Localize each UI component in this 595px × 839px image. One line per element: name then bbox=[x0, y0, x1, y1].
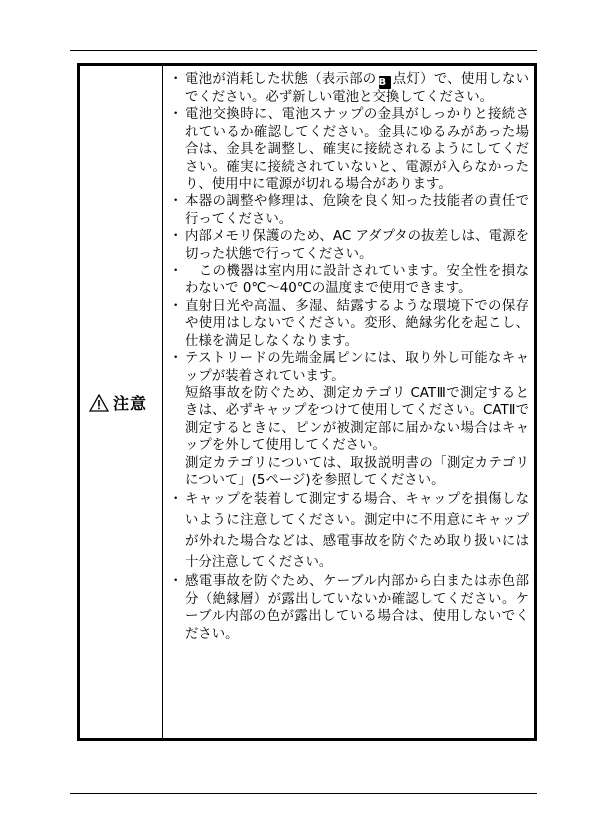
column-divider bbox=[162, 66, 163, 738]
item-text: ・ 直射日光や高温、多湿、結露するような環境下での保存や使用はしないでください。変形、絶縁劣化を起こし、仕様を満足しなくなります。 bbox=[185, 298, 529, 349]
warning-triangle-icon bbox=[89, 394, 109, 412]
caution-item-cable-exposure bbox=[171, 573, 529, 643]
item-text-post: 点灯）で、使用しないでください。必ず新しい電池と交換してください。 bbox=[185, 72, 530, 105]
item-text-pre: 電池が消耗した状態（表示部の bbox=[185, 72, 377, 87]
item-text: ・ 感電事故を防ぐため、ケーブル内部から白または赤色部分（絶縁層）が露出していないか確認してください。ケーブル内部の色が露出している場合は、使用しないでください。 bbox=[185, 574, 529, 642]
caution-item-indoor-use bbox=[171, 263, 529, 298]
caution-item-repair bbox=[171, 193, 529, 228]
caution-item-environment bbox=[171, 298, 529, 350]
caution-item-battery-snap bbox=[171, 106, 529, 193]
caution-item-ac-adapter bbox=[171, 228, 529, 263]
footer-rule bbox=[70, 793, 537, 794]
caution-label-text: 注意 bbox=[113, 394, 148, 413]
caution-item-test-lead-cap bbox=[171, 350, 529, 489]
header-rule bbox=[70, 50, 537, 51]
item-text-reference: 測定カテゴリについては、取扱説明書の「測定カテゴリについて」(5ページ)を参照してください。 bbox=[185, 455, 529, 488]
item-text: ・ 本器の調整や修理は、危険を良く知った技能者の責任で行ってください。 bbox=[185, 194, 529, 227]
item-text: ・ 電池交換時に、電池スナップの金具がしっかりと接続されているか確認してください。金具にゆるみがあった場合は、金具を調整し、確実に接続されるようにしてください。確実に接続されていないと、電源が入らなかったり、使用中に電源が切れる場合があります。 bbox=[185, 107, 529, 193]
item-text: ・ この機器は室内用に設計されています。安全性を損なわないで 0℃～40℃の温度まで使用できます。 bbox=[185, 264, 529, 297]
caution-item-battery bbox=[171, 71, 529, 106]
caution-list bbox=[171, 71, 529, 643]
battery-segment-icon: B bbox=[379, 76, 391, 89]
caution-label bbox=[89, 391, 147, 414]
item-text-cat: 短絡事故を防ぐため、測定カテゴリ CATⅢで測定するときは、必ずキャップをつけて使用してください。CATⅡで測定するときに、ピンが被測定部に届かない場合はキャップを外して使用してください。 bbox=[185, 385, 529, 454]
item-text: ・ テストリードの先端金属ピンには、取り外し可能なキャップが装着されています。 bbox=[185, 351, 529, 384]
item-text: ・ キャップを装着して測定する場合、キャップを損傷しないように注意してください。測定中に不用意にキャップが外れた場合などは、感電事故を防ぐため取り扱いには十分注意してください。 bbox=[185, 492, 529, 571]
caution-item-cap-damage bbox=[171, 489, 529, 573]
caution-box bbox=[77, 63, 537, 741]
item-text: ・ 内部メモリ保護のため、AC アダプタの抜差しは、電源を切った状態で行ってください。 bbox=[185, 229, 529, 262]
